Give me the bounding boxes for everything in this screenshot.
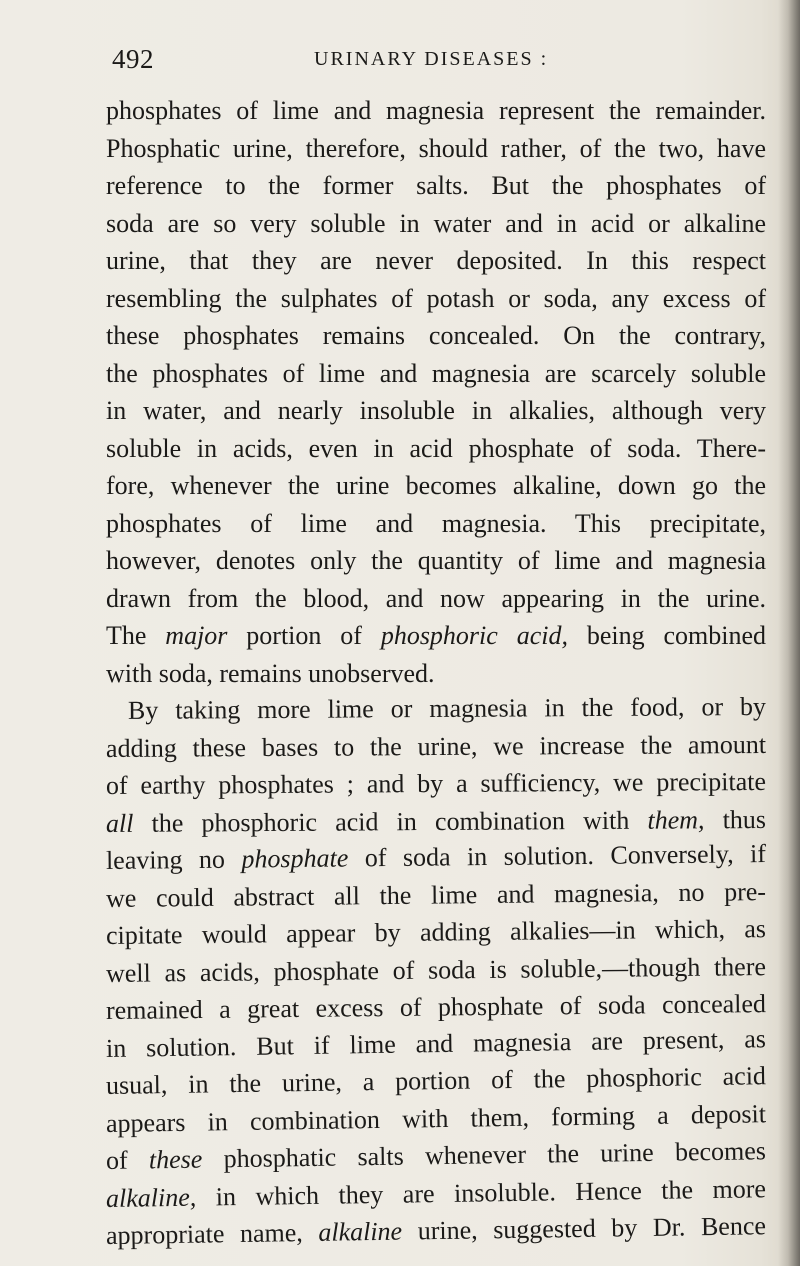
text-line: Phosphatic urine, therefore, should rather, of the two, have: [106, 133, 766, 163]
paragraph-start-line: By taking more lime or magnesia in the food, or by: [127, 691, 767, 725]
text-line: alkaline, in which they are insoluble. Hence the more: [105, 1173, 767, 1213]
text-line: appropriate name, alkaline urine, suggested by Dr. Bence: [105, 1211, 767, 1250]
text-line: we could abstract all the lime and magnesia, no pre-: [105, 876, 767, 913]
text-line: phosphates of lime and magnesia. This precipitate,: [106, 508, 766, 538]
running-title: URINARY DISEASES :: [314, 48, 549, 70]
text-line: reference to the former salts. But the phosphates of: [106, 171, 766, 200]
text-line: of earthy phosphates ; and by a sufficiency, we precipitate: [105, 766, 767, 800]
text-line: cipitate would appear by adding alkalies—in which, as: [105, 914, 767, 950]
text-line: usual, in the urine, a portion of the phosphoric acid: [105, 1061, 767, 1100]
text-line: remained a great excess of phosphate of soda concealed: [105, 989, 767, 1025]
text-line: resembling the sulphates of potash or soda, any excess of: [106, 283, 766, 313]
text-line: in solution. But if lime and magnesia are present, as: [105, 1023, 767, 1063]
text-line: drawn from the blood, and now appearing in the urine.: [106, 583, 766, 613]
text-line: adding these bases to the urine, we increase the amount: [105, 729, 767, 763]
text-line: soda are so very soluble in water and in acid or alkaline: [106, 208, 766, 238]
text-line: well as acids, phosphate of soda is soluble,—though there: [105, 951, 767, 988]
text-line: however, denotes only the quantity of lime and magnesia: [106, 546, 766, 575]
text-line: in water, and nearly insoluble in alkalies, although very: [106, 396, 766, 425]
text-line: The major portion of phosphoric acid, being combined: [106, 621, 766, 650]
text-line: appears in combination with them, forming a deposit: [105, 1098, 767, 1138]
page-edge-shadow: [778, 0, 800, 1266]
text-line: urine, that they are never deposited. In this respect: [106, 246, 766, 275]
text-line: of these phosphatic salts whenever the urine becomes: [105, 1136, 767, 1175]
body-text: [106, 92, 766, 1255]
text-line: fore, whenever the urine becomes alkaline, down go the: [106, 471, 766, 500]
text-line: phosphates of lime and magnesia represent the remainder.: [106, 96, 766, 125]
text-line: soluble in acids, even in acid phosphate of soda. There-: [106, 433, 766, 463]
text-line: these phosphates remains concealed. On the contrary,: [106, 321, 766, 350]
paragraph-end-line: with soda, remains unobserved.: [106, 658, 435, 688]
page-number: 492: [112, 44, 154, 74]
running-head: [112, 44, 752, 78]
text-line: all the phosphoric acid in combination with them, thus: [105, 804, 767, 838]
text-line: leaving no phosphate of soda in solution. Conversely, if: [105, 839, 767, 875]
text-line: the phosphates of lime and magnesia are scarcely soluble: [106, 358, 766, 388]
